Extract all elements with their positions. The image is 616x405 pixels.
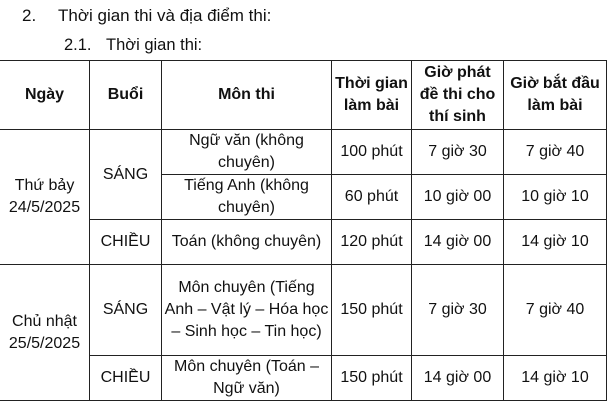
duration-cell: 150 phút <box>332 356 412 401</box>
session-cell: CHIỀU <box>90 356 162 401</box>
day-cell: Chủ nhật 25/5/2025 <box>0 265 90 401</box>
section-number: 2. <box>22 6 37 25</box>
session-cell: SÁNG <box>90 130 162 220</box>
table-row <box>0 130 607 175</box>
duration-cell: 150 phút <box>332 265 412 356</box>
section-heading <box>22 6 271 26</box>
table-header-row <box>0 61 607 130</box>
header-paper-time: Giờ phát đề thi cho thí sinh <box>412 61 504 130</box>
subject-cell: Ngữ văn (không chuyên) <box>162 130 332 175</box>
start-time-cell: 7 giờ 40 <box>504 265 607 356</box>
header-start-time: Giờ bắt đầu làm bài <box>504 61 607 130</box>
table-row <box>0 356 607 401</box>
day-cell: Thứ bảy 24/5/2025 <box>0 130 90 265</box>
header-session: Buổi <box>90 61 162 130</box>
session-cell: SÁNG <box>90 265 162 356</box>
start-time-cell: 14 giờ 10 <box>504 220 607 265</box>
section-title: Thời gian thi và địa điểm thi: <box>58 6 272 25</box>
subject-cell: Tiếng Anh (không chuyên) <box>162 175 332 220</box>
subject-cell: Môn chuyên (Tiếng Anh – Vật lý – Hóa học – Sinh học – Tin học) <box>162 265 332 356</box>
duration-cell: 120 phút <box>332 220 412 265</box>
table-row <box>0 265 607 356</box>
paper-time-cell: 7 giờ 30 <box>412 265 504 356</box>
start-time-cell: 7 giờ 40 <box>504 130 607 175</box>
paper-time-cell: 14 giờ 00 <box>412 356 504 401</box>
header-day: Ngày <box>0 61 90 130</box>
subject-cell: Môn chuyên (Toán – Ngữ văn) <box>162 356 332 401</box>
paper-time-cell: 10 giờ 00 <box>412 175 504 220</box>
start-time-cell: 14 giờ 10 <box>504 356 607 401</box>
subsection-title: Thời gian thi: <box>106 36 203 54</box>
exam-schedule-table <box>0 60 607 401</box>
table-row <box>0 220 607 265</box>
header-duration: Thời gian làm bài <box>332 61 412 130</box>
start-time-cell: 10 giờ 10 <box>504 175 607 220</box>
paper-time-cell: 14 giờ 00 <box>412 220 504 265</box>
duration-cell: 60 phút <box>332 175 412 220</box>
paper-time-cell: 7 giờ 30 <box>412 130 504 175</box>
subsection-heading <box>64 36 202 55</box>
subsection-number: 2.1. <box>64 36 92 54</box>
header-subject: Môn thi <box>162 61 332 130</box>
subject-cell: Toán (không chuyên) <box>162 220 332 265</box>
session-cell: CHIỀU <box>90 220 162 265</box>
duration-cell: 100 phút <box>332 130 412 175</box>
